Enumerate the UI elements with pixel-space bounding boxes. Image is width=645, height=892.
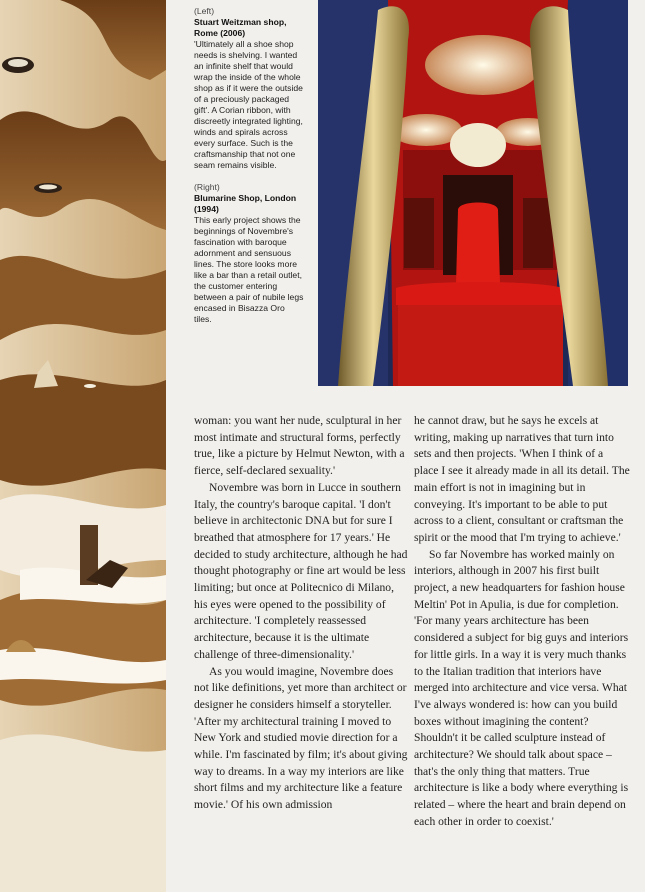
article-paragraph: woman: you want her nude, sculptural in her most intimate and structural forms, perfectly true, like a picture by Helmut Newton, with a fierce, self-declared sexuality.' [194,414,405,478]
caption-position: (Right) [194,182,220,192]
article-paragraph: So far Novembre has worked mainly on interiors, although in 2007 his first built project, a new headquarters for fashion house Meltin' Pot in Apulia, is due for completion. 'For many years architecture has been considered a subject for big guys and interiors for little girls. In a way it is very much thanks to the Italian tradition that interiors have merged into architecture and vice versa. What I've always wondered is: how can you build boxes without imagining the content? Shouldn't it be called sculpture instead of architecture? We should talk about space – that's the only thing that matters. True architecture is like a body where everything is related – where the heart and brain depend on each other in order to coexist.' [414,547,629,828]
caption-text: 'Ultimately all a shoe shop needs is shelving. I wanted an infinite shelf that would wrap the inside of the whole shop as if it were the outside of a preciously packaged gift'. A Corian ribbon, with discreetly integrated lighting, winds and spirals across every surface. Such is the craftsmanship that not one seam remains visible. [194,39,303,170]
caption-text: This early project shows the beginnings of Novembre's fascination with baroque adornment and sensuous lines. The store looks more like a bar than a retail outlet, the customer entering between a pair of nubile legs encased in Bisazza Oro tiles. [194,215,304,324]
caption-title: Blumarine Shop, London (1994) [194,193,297,214]
shop-interior-illustration [0,0,166,892]
caption-title: Stuart Weitzman shop, Rome (2006) [194,17,287,38]
blumarine-interior-illustration [318,0,628,386]
caption-left [194,6,304,171]
article-paragraph: As you would imagine, Novembre does not like definitions, yet more than architect or designer he considers himself a storyteller. 'After my architectural training I moved to New York and studied movie direction for a while. I'm fascinated by film; it's about giving way to dreams. In a way my interiors are like short films and my architecture like a feature movie.' Of his own admission [194,664,408,812]
photo-captions [194,6,304,336]
article-paragraph: Novembre was born in Lucce in southern Italy, the country's baroque capital. 'I don't believe in architectonic DNA but for sure I breathed that atmosphere for 17 years.' He decided to study architecture, although he had thought photography or fine art would be less limiting; but once at Politecnico di Milano, his eyes were opened to the possibility of architecture. 'I completely reassessed architecture, because it is the ultimate challenge of three-dimensionality.' [194,480,408,661]
article-column-2 [414,413,630,831]
blumarine-shop-photo [318,0,628,386]
caption-right [194,182,304,325]
stuart-weitzman-shop-photo [0,0,166,892]
caption-position: (Left) [194,6,215,16]
article-paragraph: he cannot draw, but he says he excels at writing, making up narratives that turn into sets and then projects. 'When I think of a place I see it already made in all its detail. The main effort is not in imagining but in conveying. It's important to be able to put across to a client, consultant or craftsman the spirit or the mood that I'm trying to achieve.' [414,414,630,544]
article-column-1 [194,413,410,814]
